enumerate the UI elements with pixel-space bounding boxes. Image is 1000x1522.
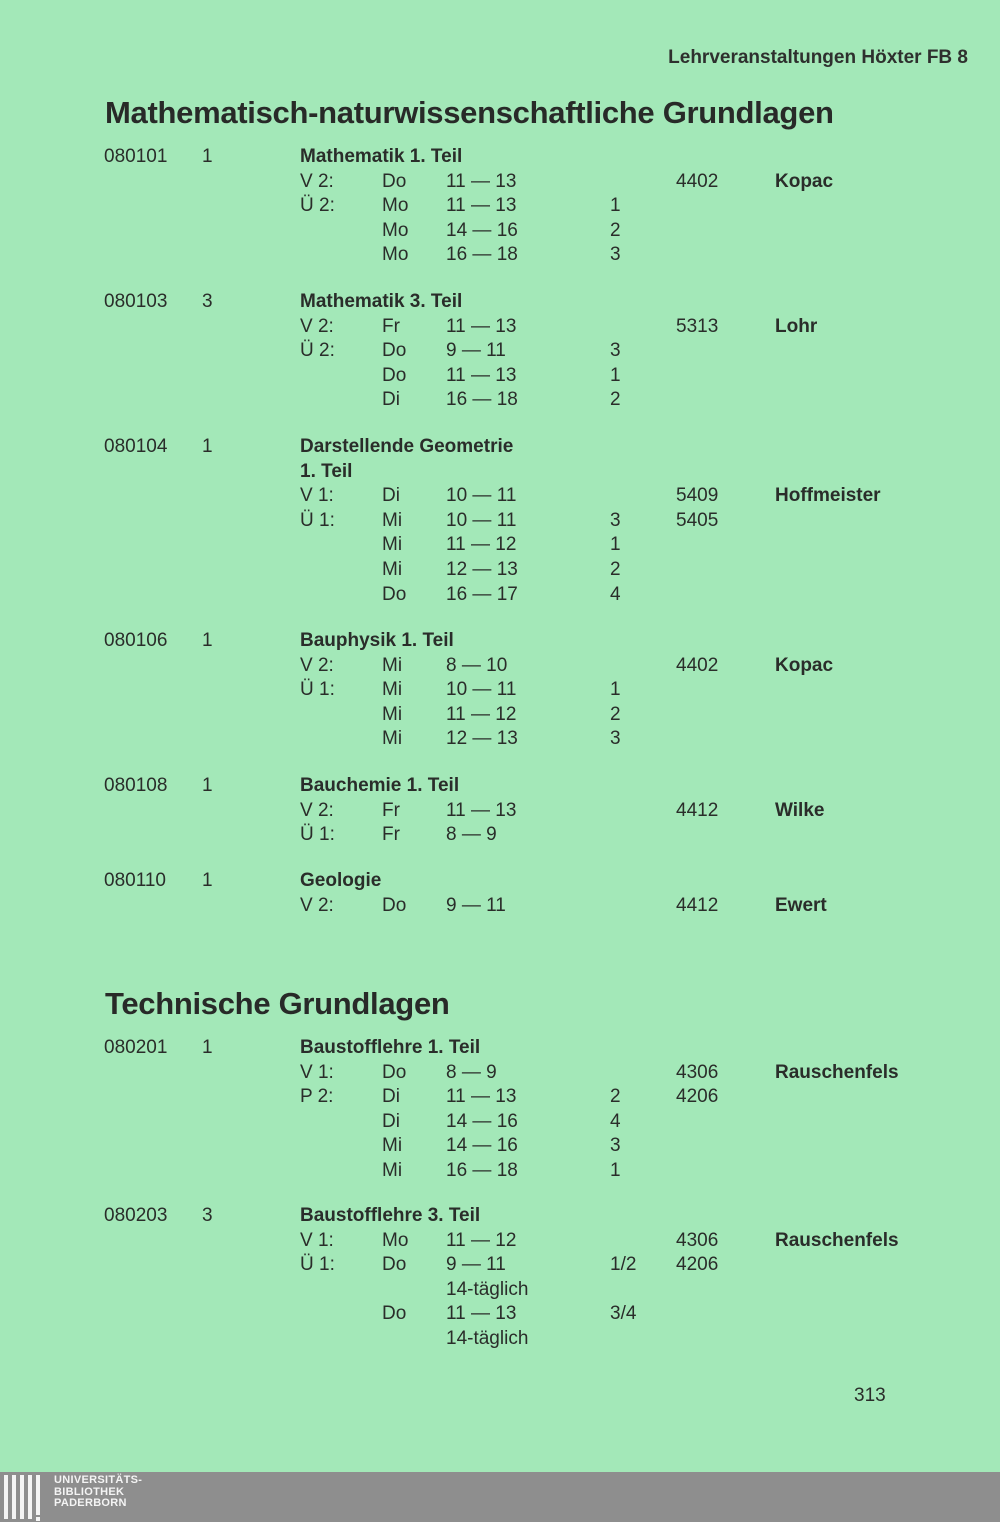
schedule-row	[0, 219, 1000, 244]
session-group: 1/2	[610, 1254, 637, 1276]
session-day: Mi	[382, 1159, 403, 1181]
session-time: 11 — 13	[446, 1303, 517, 1325]
session-room: 4402	[676, 170, 719, 192]
session-room: 5313	[676, 315, 719, 337]
session-type: Ü 1:	[300, 824, 335, 846]
schedule-row	[0, 1229, 1000, 1254]
course-title: Geologie	[300, 870, 382, 891]
session-time: 9 — 11	[446, 340, 506, 362]
schedule-row	[0, 339, 1000, 364]
session-time: 9 — 11	[446, 1254, 506, 1276]
session-day: Fr	[382, 315, 400, 337]
library-logo-icon	[2, 1472, 48, 1522]
session-time: 8 — 10	[446, 654, 508, 676]
course-entry	[0, 1204, 1000, 1352]
course-title: Mathematik 3. Teil	[300, 291, 463, 312]
session-day: Do	[382, 1254, 407, 1276]
course-entry	[0, 869, 1000, 918]
schedule-row	[0, 388, 1000, 413]
course-number: 080106	[104, 630, 168, 651]
session-group: 3	[610, 340, 621, 362]
course-semester: 1	[202, 870, 213, 891]
course-semester: 1	[202, 146, 213, 167]
schedule-row	[0, 315, 1000, 340]
session-room: 4402	[676, 654, 719, 676]
session-type: V 2:	[300, 170, 334, 192]
session-room: 4412	[676, 799, 719, 821]
course-title-line	[0, 435, 1000, 460]
schedule-row	[0, 1278, 1000, 1303]
session-time: 16 — 18	[446, 1159, 518, 1181]
session-day: Mi	[382, 703, 403, 725]
schedule-row	[0, 727, 1000, 752]
session-day: Di	[382, 1086, 400, 1108]
session-day: Mi	[382, 728, 403, 750]
session-type: V 2:	[300, 315, 334, 337]
schedule-row	[0, 1159, 1000, 1184]
session-group: 3	[610, 509, 621, 531]
course-semester: 1	[202, 436, 213, 457]
course-title: Darstellende Geometrie	[300, 436, 514, 457]
session-type: V 1:	[300, 1061, 334, 1083]
schedule-row	[0, 1061, 1000, 1086]
session-time: 16 — 18	[446, 244, 518, 266]
session-day: Mi	[382, 534, 403, 556]
library-name-line: UNIVERSITÄTS-	[54, 1474, 143, 1486]
course-title-line	[0, 145, 1000, 170]
lecturer-name: Rauschenfels	[775, 1229, 899, 1251]
course-semester: 1	[202, 1037, 213, 1058]
section-title-technical: Technische Grundlagen	[105, 986, 450, 1021]
session-day: Mo	[382, 195, 409, 217]
course-entry	[0, 774, 1000, 848]
session-group: 2	[610, 558, 621, 580]
session-time: 8 — 9	[446, 824, 497, 846]
session-group: 1	[610, 364, 621, 386]
schedule-row	[0, 1134, 1000, 1159]
session-time: 11 — 13	[446, 364, 517, 386]
schedule-row	[0, 583, 1000, 608]
session-time: 14 — 16	[446, 219, 518, 241]
lecturer-name: Rauschenfels	[775, 1061, 899, 1083]
lecturer-name: Ewert	[775, 894, 827, 916]
course-number: 080110	[104, 870, 166, 891]
session-type: V 2:	[300, 799, 334, 821]
schedule-row	[0, 558, 1000, 583]
schedule-row	[0, 484, 1000, 509]
session-group: 4	[610, 1110, 621, 1132]
course-entry	[0, 145, 1000, 268]
session-day: Fr	[382, 799, 400, 821]
course-title: Bauchemie 1. Teil	[300, 775, 460, 796]
schedule-row	[0, 1085, 1000, 1110]
schedule-row	[0, 894, 1000, 919]
schedule-row	[0, 364, 1000, 389]
session-time: 11 — 12	[446, 703, 517, 725]
schedule-row	[0, 1253, 1000, 1278]
session-group: 2	[610, 1086, 621, 1108]
course-title-line	[0, 774, 1000, 799]
session-type: Ü 1:	[300, 679, 335, 701]
session-group: 1	[610, 679, 621, 701]
session-time: 14 — 16	[446, 1110, 518, 1132]
section-title-mathematics: Mathematisch-naturwissenschaftliche Grundlagen	[105, 95, 834, 130]
session-day: Mo	[382, 219, 409, 241]
course-number: 080103	[104, 291, 168, 312]
course-title-line	[0, 629, 1000, 654]
page-number: 313	[854, 1385, 886, 1406]
session-day: Mi	[382, 1135, 403, 1157]
session-type: V 2:	[300, 894, 334, 916]
schedule-row	[0, 823, 1000, 848]
session-type: V 2:	[300, 654, 334, 676]
session-type: P 2:	[300, 1086, 334, 1108]
schedule-row	[0, 1302, 1000, 1327]
session-time: 11 — 13	[446, 195, 517, 217]
session-time: 11 — 13	[446, 1086, 517, 1108]
session-time: 11 — 12	[446, 534, 517, 556]
session-day: Do	[382, 1303, 407, 1325]
session-day: Do	[382, 340, 407, 362]
library-name-line: PADERBORN	[54, 1497, 127, 1509]
session-time: 10 — 11	[446, 509, 517, 531]
course-title-line	[0, 460, 1000, 485]
session-room: 4306	[676, 1061, 719, 1083]
lecturer-name: Lohr	[775, 315, 818, 337]
session-day: Do	[382, 583, 407, 605]
session-day: Mi	[382, 558, 403, 580]
session-day: Mi	[382, 654, 403, 676]
course-number: 080108	[104, 775, 168, 796]
course-title: Baustofflehre 1. Teil	[300, 1037, 481, 1058]
schedule-row	[0, 1327, 1000, 1352]
schedule-row	[0, 1110, 1000, 1135]
session-day: Fr	[382, 824, 400, 846]
session-type: Ü 2:	[300, 340, 335, 362]
session-group: 4	[610, 583, 621, 605]
running-header: Lehrveranstaltungen Höxter FB 8	[668, 47, 968, 68]
course-entry	[0, 290, 1000, 413]
session-type: V 1:	[300, 485, 334, 507]
session-day: Di	[382, 1110, 400, 1132]
session-time: 11 — 13	[446, 170, 517, 192]
schedule-row	[0, 703, 1000, 728]
course-title-line	[0, 1036, 1000, 1061]
session-time: 11 — 13	[446, 799, 517, 821]
schedule-row	[0, 799, 1000, 824]
session-group: 1	[610, 534, 621, 556]
session-type: Ü 1:	[300, 509, 335, 531]
session-day: Do	[382, 894, 407, 916]
session-time: 10 — 11	[446, 485, 517, 507]
course-title: Mathematik 1. Teil	[300, 146, 463, 167]
schedule-row	[0, 654, 1000, 679]
course-title: Bauphysik 1. Teil	[300, 630, 454, 651]
session-note: 14-täglich	[446, 1327, 529, 1349]
session-group: 2	[610, 389, 621, 411]
session-time: 12 — 13	[446, 558, 518, 580]
course-number: 080104	[104, 436, 168, 457]
course-title-line	[0, 1204, 1000, 1229]
session-room: 4306	[676, 1229, 719, 1251]
lecturer-name: Kopac	[775, 654, 834, 676]
session-day: Do	[382, 170, 407, 192]
schedule-row	[0, 509, 1000, 534]
course-title: 1. Teil	[300, 460, 353, 482]
course-number: 080203	[104, 1205, 168, 1226]
course-title: Baustofflehre 3. Teil	[300, 1205, 481, 1226]
schedule-row	[0, 243, 1000, 268]
session-room: 5409	[676, 485, 719, 507]
session-day: Mi	[382, 679, 403, 701]
session-room: 4206	[676, 1254, 719, 1276]
session-group: 2	[610, 219, 621, 241]
session-day: Di	[382, 389, 400, 411]
lecturer-name: Hoffmeister	[775, 485, 881, 507]
session-time: 10 — 11	[446, 679, 517, 701]
course-number: 080101	[104, 146, 168, 167]
session-day: Do	[382, 1061, 407, 1083]
schedule-row	[0, 678, 1000, 703]
session-day: Do	[382, 364, 407, 386]
library-footer	[0, 1472, 1000, 1522]
session-time: 9 — 11	[446, 894, 506, 916]
session-day: Mi	[382, 509, 403, 531]
session-group: 1	[610, 195, 621, 217]
session-day: Mo	[382, 1229, 409, 1251]
session-time: 11 — 13	[446, 315, 517, 337]
session-type: Ü 2:	[300, 195, 335, 217]
session-type: V 1:	[300, 1229, 334, 1251]
course-entry	[0, 629, 1000, 752]
course-semester: 3	[202, 1205, 213, 1226]
session-group: 3	[610, 244, 621, 266]
session-room: 4412	[676, 894, 719, 916]
schedule-row	[0, 194, 1000, 219]
session-time: 16 — 18	[446, 389, 518, 411]
course-title-line	[0, 290, 1000, 315]
session-time: 12 — 13	[446, 728, 518, 750]
session-group: 3	[610, 728, 621, 750]
schedule-row	[0, 533, 1000, 558]
course-title-line	[0, 869, 1000, 894]
schedule-row	[0, 170, 1000, 195]
session-time: 14 — 16	[446, 1135, 518, 1157]
session-group: 2	[610, 703, 621, 725]
course-number: 080201	[104, 1037, 168, 1058]
session-group: 3/4	[610, 1303, 637, 1325]
session-group: 1	[610, 1159, 621, 1181]
session-day: Di	[382, 485, 400, 507]
course-entry	[0, 435, 1000, 607]
course-semester: 1	[202, 630, 213, 651]
course-semester: 1	[202, 775, 213, 796]
session-room: 4206	[676, 1086, 719, 1108]
session-type: Ü 1:	[300, 1254, 335, 1276]
course-semester: 3	[202, 291, 213, 312]
library-name	[54, 1475, 142, 1510]
session-room: 5405	[676, 509, 719, 531]
session-day: Mo	[382, 244, 409, 266]
lecturer-name: Kopac	[775, 170, 834, 192]
session-time: 8 — 9	[446, 1061, 497, 1083]
session-time: 16 — 17	[446, 583, 518, 605]
session-group: 3	[610, 1135, 621, 1157]
library-name-line: BIBLIOTHEK	[54, 1485, 125, 1498]
course-entry	[0, 1036, 1000, 1184]
lecturer-name: Wilke	[775, 799, 825, 821]
session-time: 11 — 12	[446, 1229, 517, 1251]
session-note: 14-täglich	[446, 1278, 529, 1300]
